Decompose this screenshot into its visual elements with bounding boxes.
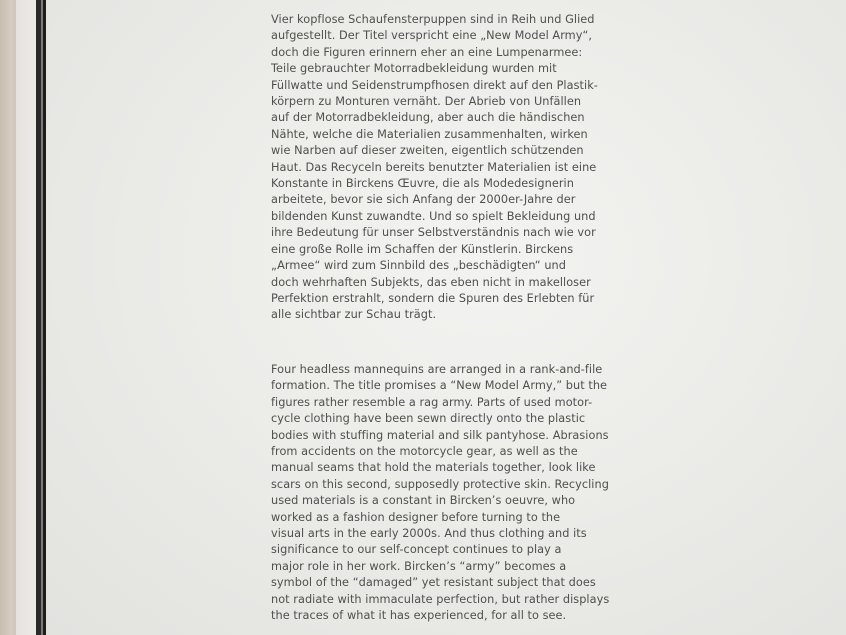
german-wall-text xyxy=(271,12,601,324)
english-wall-text xyxy=(271,362,610,625)
german-text-line: Konstante in Birckens Œuvre, die als Modedesignerin xyxy=(271,177,574,191)
german-text-line: wie Narben auf dieser zweiten, eigentlich schützenden xyxy=(271,144,584,158)
german-text-line: körpern zu Monturen vernäht. Der Abrieb von Unfällen xyxy=(271,95,582,109)
german-text-line: Haut. Das Recyceln bereits benutzter Materialien ist eine xyxy=(271,160,597,174)
german-text-line: Vier kopflose Schaufensterpuppen sind in Reih und Glied xyxy=(271,13,595,26)
german-text-line: alle sichtbar zur Schau trägt. xyxy=(271,308,437,322)
german-text-line: „Armee“ wird zum Sinnbild des „beschädigten“ und xyxy=(271,259,566,273)
english-text-line: symbol of the “damaged” yet resistant subject that does xyxy=(271,576,596,590)
panel-edge xyxy=(16,0,36,635)
english-text-line: major role in her work. Bircken’s “army” becomes a xyxy=(271,559,567,573)
german-text-line: doch wehrhaften Subjekts, das eben nicht in makelloser xyxy=(271,275,591,289)
german-text-line: Teile gebrauchter Motorradbekleidung wurden mit xyxy=(271,62,557,76)
english-text-line: not radiate with immaculate perfection, but rather displays xyxy=(271,592,610,606)
german-text-line: Perfektion erstrahlt, sondern die Spuren des Erlebten für xyxy=(271,291,595,305)
english-text-line: Four headless mannequins are arranged in a rank-and-file xyxy=(271,363,603,376)
german-text-line: arbeitete, bevor sie sich Anfang der 2000er-Jahre der xyxy=(271,193,576,207)
german-text-line: ihre Bedeutung für unser Selbstverständnis nach wie vor xyxy=(271,226,596,240)
german-text-line: aufgestellt. Der Titel verspricht eine „New Model Army“, xyxy=(271,29,593,43)
english-text-line: the traces of what it has experienced, for all to see. xyxy=(271,609,567,623)
german-text-line: eine große Rolle im Schaffen der Künstlerin. Birckens xyxy=(271,242,574,256)
english-text-line: used materials is a constant in Bircken’s oeuvre, who xyxy=(271,494,576,508)
english-text-line: formation. The title promises a “New Model Army,” but the xyxy=(271,379,608,393)
english-text-line: manual seams that hold the materials together, look like xyxy=(271,461,596,475)
english-text-line: visual arts in the early 2000s. And thus clothing and its xyxy=(271,527,587,541)
english-text-line: cycle clothing have been sewn directly onto the plastic xyxy=(271,412,586,426)
german-text-line: Nähte, welche die Materialien zusammenhalten, wirken xyxy=(271,127,588,141)
english-text-line: significance to our self-concept continues to play a xyxy=(271,543,562,557)
english-text-line: from accidents on the motorcycle gear, as well as the xyxy=(271,445,578,459)
english-text-line: scars on this second, supposedly protective skin. Recycling xyxy=(271,477,609,491)
german-text-line: Füllwatte und Seidenstrumpfhosen direkt auf den Plastik- xyxy=(271,78,598,92)
german-text-line: bildenden Kunst zuwandte. Und so spielt Bekleidung und xyxy=(271,209,596,223)
english-text-line: bodies with stuffing material and silk pantyhose. Abrasions xyxy=(271,428,609,442)
english-text-line: worked as a fashion designer before turning to the xyxy=(271,510,561,524)
wall-background xyxy=(0,0,16,635)
german-text-line: auf der Motorradbekleidung, aber auch die händischen xyxy=(271,111,585,125)
german-text-line: doch die Figuren erinnern eher an eine Lumpenarmee: xyxy=(271,45,583,59)
english-text-line: figures rather resemble a rag army. Parts of used motor- xyxy=(271,395,593,409)
